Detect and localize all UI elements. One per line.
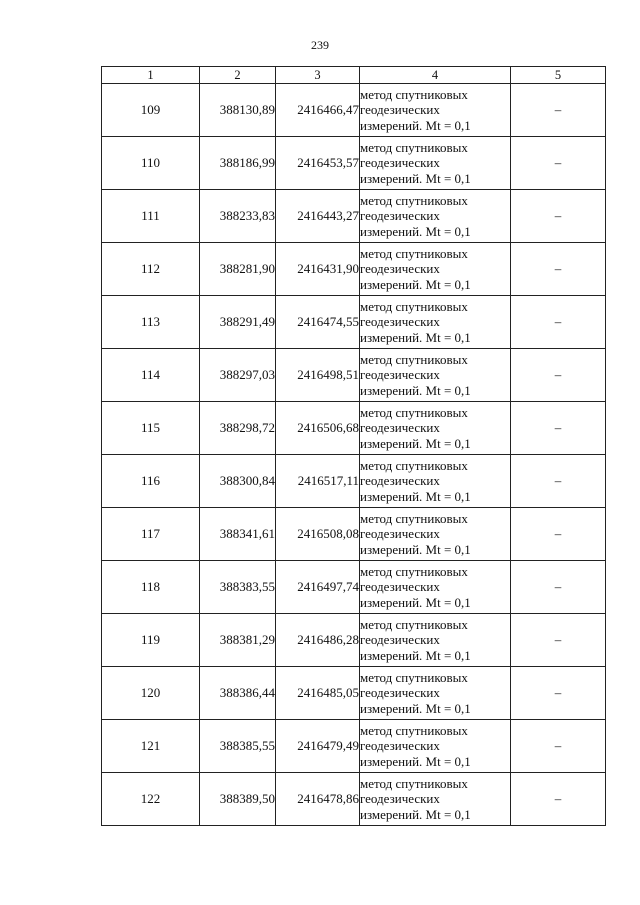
note-cell: – (511, 137, 606, 190)
method-line: геодезических (360, 738, 440, 754)
note-cell: – (511, 773, 606, 826)
x-coordinate-cell: 388341,61 (200, 508, 276, 561)
x-coordinate-cell: 388291,49 (200, 296, 276, 349)
point-number-cell: 117 (102, 508, 200, 561)
point-number-cell: 109 (102, 84, 200, 137)
method-cell (360, 614, 511, 667)
method-cell (360, 455, 511, 508)
method-cell (360, 720, 511, 773)
y-coordinate-cell: 2416466,47 (276, 84, 360, 137)
method-line: геодезических (360, 473, 440, 489)
method-line: геодезических (360, 685, 440, 701)
method-line: измерений. Mt = 0,1 (360, 329, 471, 345)
table-row (102, 455, 606, 508)
note-cell: – (511, 720, 606, 773)
x-coordinate-cell: 388281,90 (200, 243, 276, 296)
method-line: измерений. Mt = 0,1 (360, 806, 471, 822)
method-line: геодезических (360, 208, 440, 224)
method-line: метод спутниковых (360, 510, 468, 526)
x-coordinate-cell: 388130,89 (200, 84, 276, 137)
note-cell: – (511, 349, 606, 402)
method-cell (360, 243, 511, 296)
x-coordinate-cell: 388297,03 (200, 349, 276, 402)
method-line: измерений. Mt = 0,1 (360, 382, 471, 398)
point-number-cell: 112 (102, 243, 200, 296)
y-coordinate-cell: 2416474,55 (276, 296, 360, 349)
table-row (102, 84, 606, 137)
method-line: измерений. Mt = 0,1 (360, 753, 471, 769)
note-cell: – (511, 84, 606, 137)
table-row (102, 402, 606, 455)
point-number-cell: 118 (102, 561, 200, 614)
note-cell: – (511, 561, 606, 614)
note-cell: – (511, 190, 606, 243)
x-coordinate-cell: 388385,55 (200, 720, 276, 773)
method-line: метод спутниковых (360, 298, 468, 314)
method-line: измерений. Mt = 0,1 (360, 170, 471, 186)
method-line: измерений. Mt = 0,1 (360, 223, 471, 239)
method-line: измерений. Mt = 0,1 (360, 700, 471, 716)
method-line: метод спутниковых (360, 245, 468, 261)
method-line: метод спутниковых (360, 669, 468, 685)
point-number-cell: 114 (102, 349, 200, 402)
point-number-cell: 120 (102, 667, 200, 720)
method-line: метод спутниковых (360, 404, 468, 420)
table-row (102, 349, 606, 402)
note-cell: – (511, 667, 606, 720)
column-header-3: 3 (276, 67, 360, 84)
method-line: измерений. Mt = 0,1 (360, 488, 471, 504)
y-coordinate-cell: 2416431,90 (276, 243, 360, 296)
table-row (102, 720, 606, 773)
note-cell: – (511, 296, 606, 349)
method-cell (360, 667, 511, 720)
method-line: геодезических (360, 155, 440, 171)
method-line: метод спутниковых (360, 775, 468, 791)
method-line: геодезических (360, 314, 440, 330)
note-cell: – (511, 614, 606, 667)
table-row (102, 561, 606, 614)
table-row (102, 243, 606, 296)
coordinates-table (101, 66, 606, 826)
method-line: геодезических (360, 367, 440, 383)
method-cell (360, 349, 511, 402)
method-line: геодезических (360, 791, 440, 807)
y-coordinate-cell: 2416478,86 (276, 773, 360, 826)
method-cell (360, 508, 511, 561)
table-row (102, 296, 606, 349)
method-cell (360, 296, 511, 349)
method-cell (360, 190, 511, 243)
point-number-cell: 111 (102, 190, 200, 243)
method-cell (360, 84, 511, 137)
y-coordinate-cell: 2416443,27 (276, 190, 360, 243)
table-row (102, 614, 606, 667)
point-number-cell: 115 (102, 402, 200, 455)
y-coordinate-cell: 2416508,08 (276, 508, 360, 561)
y-coordinate-cell: 2416498,51 (276, 349, 360, 402)
method-line: геодезических (360, 632, 440, 648)
y-coordinate-cell: 2416497,74 (276, 561, 360, 614)
y-coordinate-cell: 2416479,49 (276, 720, 360, 773)
point-number-cell: 122 (102, 773, 200, 826)
note-cell: – (511, 508, 606, 561)
method-line: измерений. Mt = 0,1 (360, 594, 471, 610)
note-cell: – (511, 243, 606, 296)
y-coordinate-cell: 2416486,28 (276, 614, 360, 667)
method-cell (360, 773, 511, 826)
table-row (102, 508, 606, 561)
method-cell (360, 402, 511, 455)
column-header-1: 1 (102, 67, 200, 84)
method-line: геодезических (360, 102, 440, 118)
x-coordinate-cell: 388186,99 (200, 137, 276, 190)
page-number: 239 (311, 38, 329, 52)
x-coordinate-cell: 388233,83 (200, 190, 276, 243)
x-coordinate-cell: 388381,29 (200, 614, 276, 667)
method-line: геодезических (360, 420, 440, 436)
method-cell (360, 561, 511, 614)
table-row (102, 137, 606, 190)
method-line: измерений. Mt = 0,1 (360, 276, 471, 292)
table-row (102, 773, 606, 826)
table-header-row (102, 67, 606, 84)
table-row (102, 667, 606, 720)
column-header-4: 4 (360, 67, 511, 84)
method-line: геодезических (360, 526, 440, 542)
method-line: метод спутниковых (360, 616, 468, 632)
y-coordinate-cell: 2416453,57 (276, 137, 360, 190)
x-coordinate-cell: 388386,44 (200, 667, 276, 720)
method-line: метод спутниковых (360, 139, 468, 155)
method-line: измерений. Mt = 0,1 (360, 541, 471, 557)
column-header-5: 5 (511, 67, 606, 84)
method-cell (360, 137, 511, 190)
x-coordinate-cell: 388300,84 (200, 455, 276, 508)
method-line: геодезических (360, 579, 440, 595)
note-cell: – (511, 455, 606, 508)
method-line: метод спутниковых (360, 457, 468, 473)
method-line: метод спутниковых (360, 563, 468, 579)
x-coordinate-cell: 388383,55 (200, 561, 276, 614)
y-coordinate-cell: 2416485,05 (276, 667, 360, 720)
point-number-cell: 110 (102, 137, 200, 190)
note-cell: – (511, 402, 606, 455)
x-coordinate-cell: 388298,72 (200, 402, 276, 455)
y-coordinate-cell: 2416506,68 (276, 402, 360, 455)
point-number-cell: 121 (102, 720, 200, 773)
method-line: метод спутниковых (360, 86, 468, 102)
point-number-cell: 113 (102, 296, 200, 349)
method-line: метод спутниковых (360, 722, 468, 738)
table-row (102, 190, 606, 243)
method-line: геодезических (360, 261, 440, 277)
method-line: измерений. Mt = 0,1 (360, 435, 471, 451)
method-line: измерений. Mt = 0,1 (360, 117, 471, 133)
table-body (102, 84, 606, 826)
y-coordinate-cell: 2416517,11 (276, 455, 360, 508)
method-line: измерений. Mt = 0,1 (360, 647, 471, 663)
method-line: метод спутниковых (360, 351, 468, 367)
point-number-cell: 116 (102, 455, 200, 508)
column-header-2: 2 (200, 67, 276, 84)
x-coordinate-cell: 388389,50 (200, 773, 276, 826)
point-number-cell: 119 (102, 614, 200, 667)
method-line: метод спутниковых (360, 192, 468, 208)
